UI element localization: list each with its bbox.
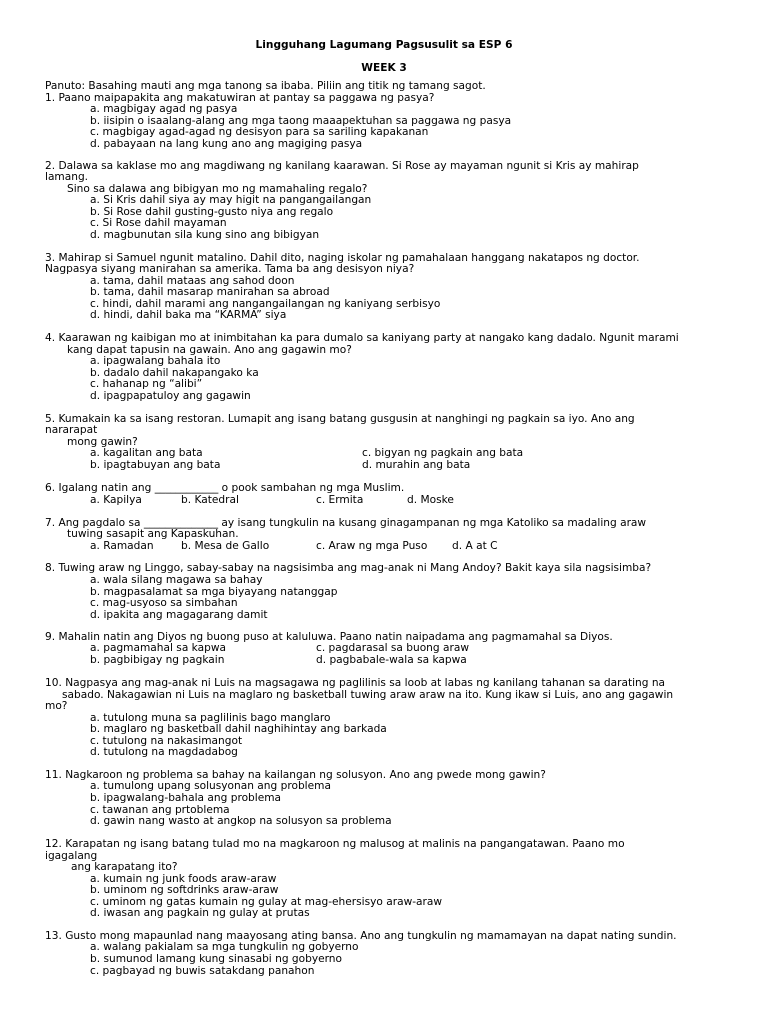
- question-7-cont: tuwing sasapit ang Kapaskuhan.: [67, 528, 239, 540]
- q6-option-b: b. Katedral: [181, 494, 239, 506]
- q9-option-c: c. pagdarasal sa buong araw: [316, 642, 469, 654]
- q6-option-d: d. Moske: [407, 494, 454, 506]
- q4-option-b: b. dadalo dahil nakapangako ka: [90, 367, 259, 379]
- q6-option-a: a. Kapilya: [90, 494, 142, 506]
- question-5-prompt: mong gawin?: [67, 436, 138, 448]
- q10-option-d: d. tutulong na magdadabog: [90, 746, 238, 758]
- q4-option-a: a. ipagwalang bahala ito: [90, 355, 221, 367]
- q10-option-c: c. tutulong na nakasimangot: [90, 735, 243, 747]
- q12-option-d: d. iwasan ang pagkain ng gulay at prutas: [90, 907, 310, 919]
- question-3: 3. Mahirap si Samuel ngunit matalino. Dahil dito, naging iskolar ng pamahalaan hanggang nakatapos ng doctor.: [45, 252, 640, 264]
- q9-option-d: d. pagbabale-wala sa kapwa: [316, 654, 467, 666]
- q5-option-d: d. murahin ang bata: [362, 459, 471, 471]
- question-12-prompt: ang karapatang ito?: [71, 861, 178, 873]
- question-2-prompt: Sino sa dalawa ang bibigyan mo ng mamahaling regalo?: [67, 183, 368, 195]
- q12-option-b: b. uminom ng softdrinks araw-araw: [90, 884, 279, 896]
- question-10-cont: sabado. Nakagawian ni Luis na maglaro ng basketball tuwing araw araw na ito. Kung ikaw si Luis, ano ang gagawin: [62, 689, 674, 701]
- q10-option-b: b. maglaro ng basketball dahil naghihintay ang barkada: [90, 723, 387, 735]
- q3-option-b: b. tama, dahil masarap manirahan sa abroad: [90, 286, 330, 298]
- q9-option-a: a. pagmamahal sa kapwa: [90, 642, 227, 654]
- q1-option-b: b. iisipin o isaalang-alang ang mga taong maaapektuhan sa paggawa ng pasya: [90, 115, 512, 127]
- q7-option-d: d. A at C: [452, 540, 498, 552]
- q10-option-a: a. tutulong muna sa paglilinis bago manglaro: [90, 712, 331, 724]
- q11-option-b: b. ipagwalang-bahala ang problema: [90, 792, 282, 804]
- q13-option-b: b. sumunod lamang kung sinasabi ng gobyerno: [90, 953, 342, 965]
- q8-option-d: d. ipakita ang magagarang damit: [90, 609, 268, 621]
- question-2-cont: lamang.: [45, 171, 89, 183]
- q13-option-a: a. walang pakialam sa mga tungkulin ng gobyerno: [90, 941, 359, 953]
- q13-option-c: c. pagbayad ng buwis satakdang panahon: [90, 965, 315, 977]
- question-8: 8. Tuwing araw ng Linggo, sabay-sabay na nagsisimba ang mag-anak ni Mang Andoy? Bakit kaya sila nagsisimba?: [45, 562, 652, 574]
- question-10-end: mo?: [45, 700, 68, 712]
- question-10: 10. Nagpasya ang mag-anak ni Luis na magsagawa ng paglilinis sa loob at labas ng kanilang tahanan sa darating na: [45, 677, 666, 689]
- q7-option-b: b. Mesa de Gallo: [181, 540, 270, 552]
- week-label: WEEK 3: [361, 62, 407, 74]
- question-1: 1. Paano maipapakita ang makatuwiran at pantay sa paggawa ng pasya?: [45, 92, 435, 104]
- q3-option-c: c. hindi, dahil marami ang nangangailangan ng kaniyang serbisyo: [90, 298, 441, 310]
- question-3-cont: Nagpasya siyang manirahan sa amerika. Tama ba ang desisyon niya?: [45, 263, 415, 275]
- question-9: 9. Mahalin natin ang Diyos ng buong puso at kaluluwa. Paano natin naipadama ang pagmamahal sa Diyos.: [45, 631, 613, 643]
- q5-option-a: a. kagalitan ang bata: [90, 447, 203, 459]
- q11-option-a: a. tumulong upang solusyonan ang problema: [90, 780, 331, 792]
- q7-option-c: c. Araw ng mga Puso: [316, 540, 428, 552]
- q2-option-b: b. Si Rose dahil gusting-gusto niya ang regalo: [90, 206, 334, 218]
- q4-option-d: d. ipagpapatuloy ang gagawin: [90, 390, 251, 402]
- q2-option-c: c. Si Rose dahil mayaman: [90, 217, 227, 229]
- q11-option-d: d. gawin nang wasto at angkop na solusyon sa problema: [90, 815, 392, 827]
- instructions: Panuto: Basahing mauti ang mga tanong sa ibaba. Piliin ang titik ng tamang sagot.: [45, 80, 486, 92]
- q1-option-c: c. magbigay agad-agad ng desisyon para sa sariling kapakanan: [90, 126, 429, 138]
- question-5: 5. Kumakain ka sa isang restoran. Lumapit ang isang batang gusgusin at nanghingi ng pagkain sa iyo. Ano ang: [45, 413, 635, 425]
- q9-option-b: b. pagbibigay ng pagkain: [90, 654, 225, 666]
- quiz-title: Lingguhang Lagumang Pagsusulit sa ESP 6: [255, 39, 513, 51]
- q8-option-a: a. wala silang magawa sa bahay: [90, 574, 263, 586]
- question-2: 2. Dalawa sa kaklase mo ang magdiwang ng kanilang kaarawan. Si Rose ay mayaman ngunit si Kris ay mahirap: [45, 160, 639, 172]
- q5-option-b: b. ipagtabuyan ang bata: [90, 459, 221, 471]
- question-6: 6. Igalang natin ang ____________ o pook sambahan ng mga Muslim.: [45, 482, 405, 494]
- q1-option-a: a. magbigay agad ng pasya: [90, 103, 238, 115]
- q6-option-c: c. Ermita: [316, 494, 364, 506]
- q3-option-d: d. hindi, dahil baka ma “KARMA” siya: [90, 309, 287, 321]
- question-11: 11. Nagkaroon ng problema sa bahay na kailangan ng solusyon. Ano ang pwede mong gawin?: [45, 769, 546, 781]
- question-12-cont: igagalang: [45, 850, 98, 862]
- q5-option-c: c. bigyan ng pagkain ang bata: [362, 447, 524, 459]
- q1-option-d: d. pabayaan na lang kung ano ang magiging pasya: [90, 138, 363, 150]
- q4-option-c: c. hahanap ng “alibi”: [90, 378, 203, 390]
- q7-option-a: a. Ramadan: [90, 540, 154, 552]
- question-13: 13. Gusto mong mapaunlad nang maayosang ating bansa. Ano ang tungkulin ng mamamayan na dapat nating sundin.: [45, 930, 677, 942]
- q3-option-a: a. tama, dahil mataas ang sahod doon: [90, 275, 295, 287]
- q11-option-c: c. tawanan ang prtoblema: [90, 804, 230, 816]
- q2-option-d: d. magbunutan sila kung sino ang bibigyan: [90, 229, 320, 241]
- question-5-cont: nararapat: [45, 424, 98, 436]
- question-7: 7. Ang pagdalo sa ______________ ay isang tungkulin na kusang ginagampanan ng mga Katoliko sa madaling araw: [45, 517, 647, 529]
- question-4-cont: kang dapat tapusin na gawain. Ano ang gagawin mo?: [67, 344, 352, 356]
- question-12: 12. Karapatan ng isang batang tulad mo na magkaroon ng malusog at malinis na pangangatawan. Paano mo: [45, 838, 625, 850]
- q12-option-a: a. kumain ng junk foods araw-araw: [90, 873, 277, 885]
- q2-option-a: a. Si Kris dahil siya ay may higit na pangangailangan: [90, 194, 372, 206]
- question-4: 4. Kaarawan ng kaibigan mo at inimbitahan ka para dumalo sa kaniyang party at nangako kang dadalo. Ngunit marami: [45, 332, 679, 344]
- q8-option-b: b. magpasalamat sa mga biyayang natanggap: [90, 586, 338, 598]
- q8-option-c: c. mag-usyoso sa simbahan: [90, 597, 238, 609]
- q12-option-c: c. uminom ng gatas kumain ng gulay at mag-ehersisyo araw-araw: [90, 896, 443, 908]
